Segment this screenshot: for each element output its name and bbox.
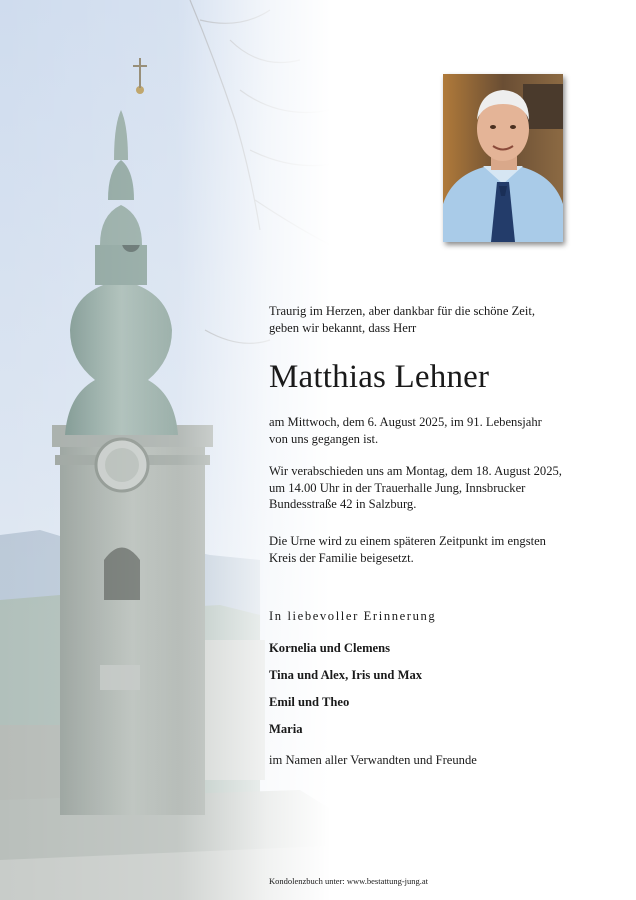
mourner-name: Kornelia und Clemens [269, 641, 391, 655]
urn-line: Die Urne wird zu einem späteren Zeitpunkt im engsten [269, 534, 546, 548]
death-line: von uns gegangen ist. [269, 431, 379, 446]
condolence-book-link[interactable]: Kondolenzbuch unter: www.bestattung-jung.at [269, 876, 429, 886]
farewell-line: Bundesstraße 42 in Salzburg. [269, 497, 417, 511]
urn-line: Kreis der Familie beigesetzt. [269, 550, 414, 565]
mourner-name: Tina und Alex, Iris und Max [269, 668, 423, 682]
farewell-line: um 14.00 Uhr in der Trauerhalle Jung, Innsbrucker [269, 480, 526, 495]
farewell-paragraph [269, 463, 609, 513]
intro-paragraph [269, 303, 609, 336]
mourner-name: Emil und Theo [269, 695, 350, 709]
urn-paragraph [269, 533, 609, 566]
deceased-name: Matthias Lehner [269, 359, 490, 395]
mourner-name: Maria [269, 722, 303, 736]
farewell-line: Wir verabschieden uns am Montag, dem 18. August 2025, [269, 464, 562, 478]
relatives-line: im Namen aller Verwandten und Freunde [269, 753, 477, 767]
memory-heading: In liebevoller Erinnerung [269, 609, 437, 623]
death-line: am Mittwoch, dem 6. August 2025, im 91. Lebensjahr [269, 415, 542, 429]
deceased-portrait-photo [443, 74, 563, 242]
death-paragraph [269, 414, 609, 447]
intro-line: geben wir bekannt, dass Herr [269, 320, 417, 335]
intro-line: Traurig im Herzen, aber dankbar für die schöne Zeit, [269, 304, 536, 318]
